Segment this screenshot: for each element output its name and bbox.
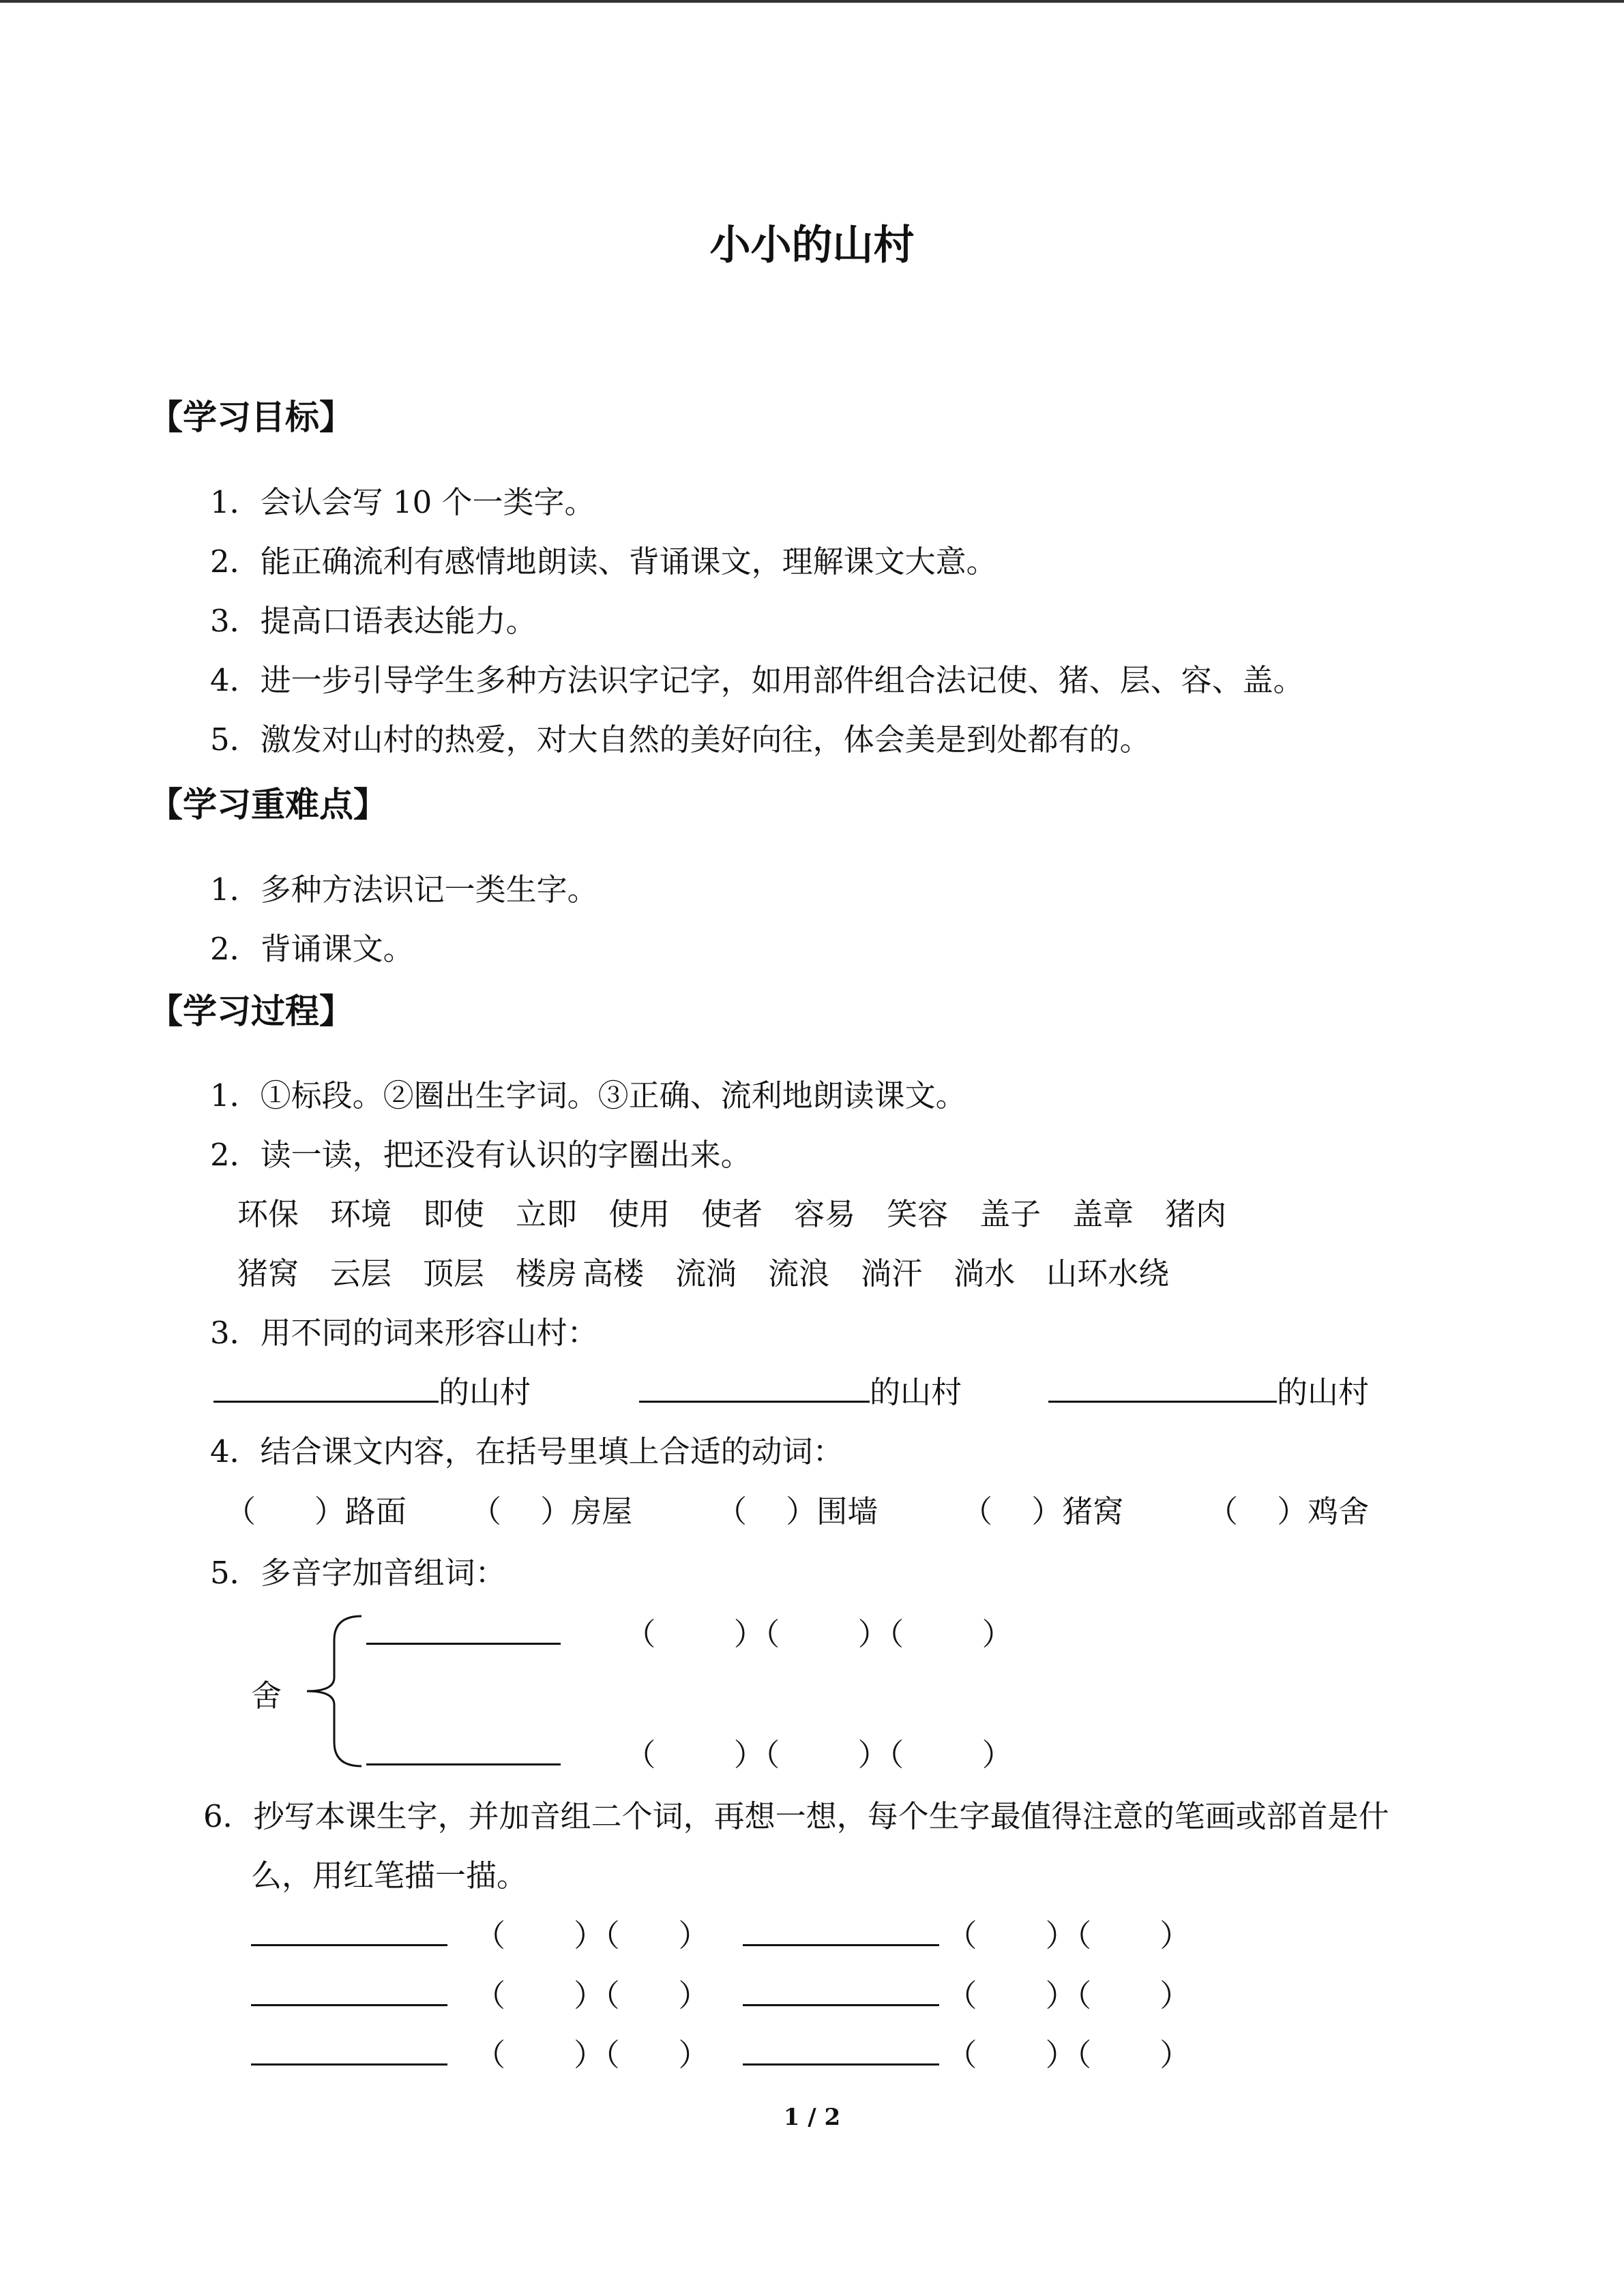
process-q4: 4．结合课文内容，在括号里填上合适的动词： [210, 1433, 844, 1470]
word: 楼房 [516, 1255, 578, 1292]
word: 立即 [516, 1196, 578, 1232]
process-q3: 3．用不同的词来形容山村： [210, 1315, 598, 1351]
goals-heading: 【学习目标】 [149, 397, 353, 437]
q4-item: （ ）房屋 [471, 1493, 633, 1530]
answer-blank[interactable] [366, 1733, 561, 1765]
q4-word: 房屋 [571, 1493, 633, 1530]
word: 流浪 [768, 1255, 830, 1292]
brace-icon [293, 1613, 368, 1770]
difficulty-heading: 【学习重难点】 [149, 784, 387, 824]
process-q6-line2: 么，用红笔描一描。 [251, 1858, 528, 1894]
goal-item: 4．进一步引导学生多种方法识字记字，如用部件组合法记使、猪、层、容、盖。 [210, 662, 1304, 698]
q4-item: （ ）猪窝 [962, 1493, 1124, 1530]
q3-suffix: 的山村 [1277, 1374, 1370, 1410]
word: 盖章 [1072, 1196, 1134, 1232]
word: 猪窝 [237, 1255, 299, 1292]
q5-row: （ ）（ ）（ ） [366, 1730, 1013, 1774]
word: 容易 [794, 1196, 856, 1232]
goal-item: 3．提高口语表达能力。 [210, 603, 537, 639]
q4-word: 鸡舍 [1308, 1493, 1370, 1530]
q4-item: （ ）鸡舍 [1207, 1493, 1370, 1530]
word: 环境 [330, 1196, 392, 1232]
q6-row: （ ）（ ） （ ）（ ） [251, 1911, 1190, 1955]
q3-answer-row [1048, 1367, 1369, 1412]
word-row-1 [237, 1189, 1258, 1234]
difficulty-item: 1．多种方法识记一类生字。 [210, 871, 598, 908]
q3-suffix: 的山村 [870, 1374, 962, 1410]
q6-row: （ ）（ ） （ ）（ ） [251, 2030, 1190, 2074]
process-q1: 1．①标段。②圈出生字词。③正确、流利地朗读课文。 [210, 1077, 966, 1114]
word: 使用 [608, 1196, 670, 1232]
process-q5: 5．多音字加音组词： [210, 1555, 506, 1591]
difficulty-item: 2．背诵课文。 [210, 931, 414, 967]
word: 即使 [423, 1196, 485, 1232]
q4-item: （ ）路面 [225, 1493, 407, 1530]
word: 环保 [237, 1196, 299, 1232]
answer-blank[interactable] [213, 1370, 439, 1403]
polyphone-char: 舍 [251, 1678, 282, 1714]
q3-answer-row [639, 1367, 962, 1412]
answer-blank[interactable] [251, 1913, 447, 1946]
page-number: 1 / 2 [783, 2104, 841, 2131]
word-row-2 [237, 1249, 1200, 1293]
word: 云层 [330, 1255, 392, 1292]
word: 猪肉 [1165, 1196, 1227, 1232]
word: 高楼 [582, 1255, 645, 1292]
word: 盖子 [979, 1196, 1042, 1232]
answer-blank[interactable] [251, 1973, 447, 2006]
q3-suffix: 的山村 [439, 1374, 531, 1410]
q4-word: 猪窝 [1062, 1493, 1124, 1530]
goal-item: 1．会认会写 10 个一类字。 [210, 484, 595, 520]
answer-blank[interactable] [743, 1973, 939, 2006]
goal-item: 5．激发对山村的热爱，对大自然的美好向往，体会美是到处都有的。 [210, 721, 1151, 758]
q3-answer-row [213, 1367, 531, 1412]
word: 顶层 [423, 1255, 485, 1292]
answer-blank[interactable] [743, 2033, 939, 2066]
q4-word: 围墙 [816, 1493, 879, 1530]
word: 笑容 [887, 1196, 949, 1232]
word: 山环水绕 [1046, 1255, 1170, 1292]
answer-blank[interactable] [743, 1913, 939, 1946]
word: 使者 [701, 1196, 763, 1232]
answer-blank[interactable] [251, 2033, 447, 2066]
q5-row: （ ）（ ）（ ） [366, 1609, 1013, 1654]
process-q6-line1: 6．抄写本课生字，并加音组二个词，再想一想，每个生字最值得注意的笔画或部首是什 [203, 1798, 1389, 1834]
q4-word: 路面 [344, 1493, 407, 1530]
page-title: 小小的山村 [709, 222, 915, 269]
answer-blank[interactable] [1048, 1370, 1277, 1403]
word: 流淌 [675, 1255, 737, 1292]
answer-blank[interactable] [366, 1612, 561, 1645]
word: 淌水 [954, 1255, 1016, 1292]
answer-blank[interactable] [639, 1370, 870, 1403]
process-heading: 【学习过程】 [149, 991, 353, 1031]
q6-row: （ ）（ ） （ ）（ ） [251, 1971, 1190, 2015]
process-q2: 2．读一读，把还没有认识的字圈出来。 [210, 1137, 752, 1173]
q4-item: （ ）围墙 [716, 1493, 879, 1530]
top-border [0, 0, 1624, 3]
word: 淌汗 [861, 1255, 923, 1292]
goal-item: 2．能正确流利有感情地朗读、背诵课文，理解课文大意。 [210, 543, 997, 580]
